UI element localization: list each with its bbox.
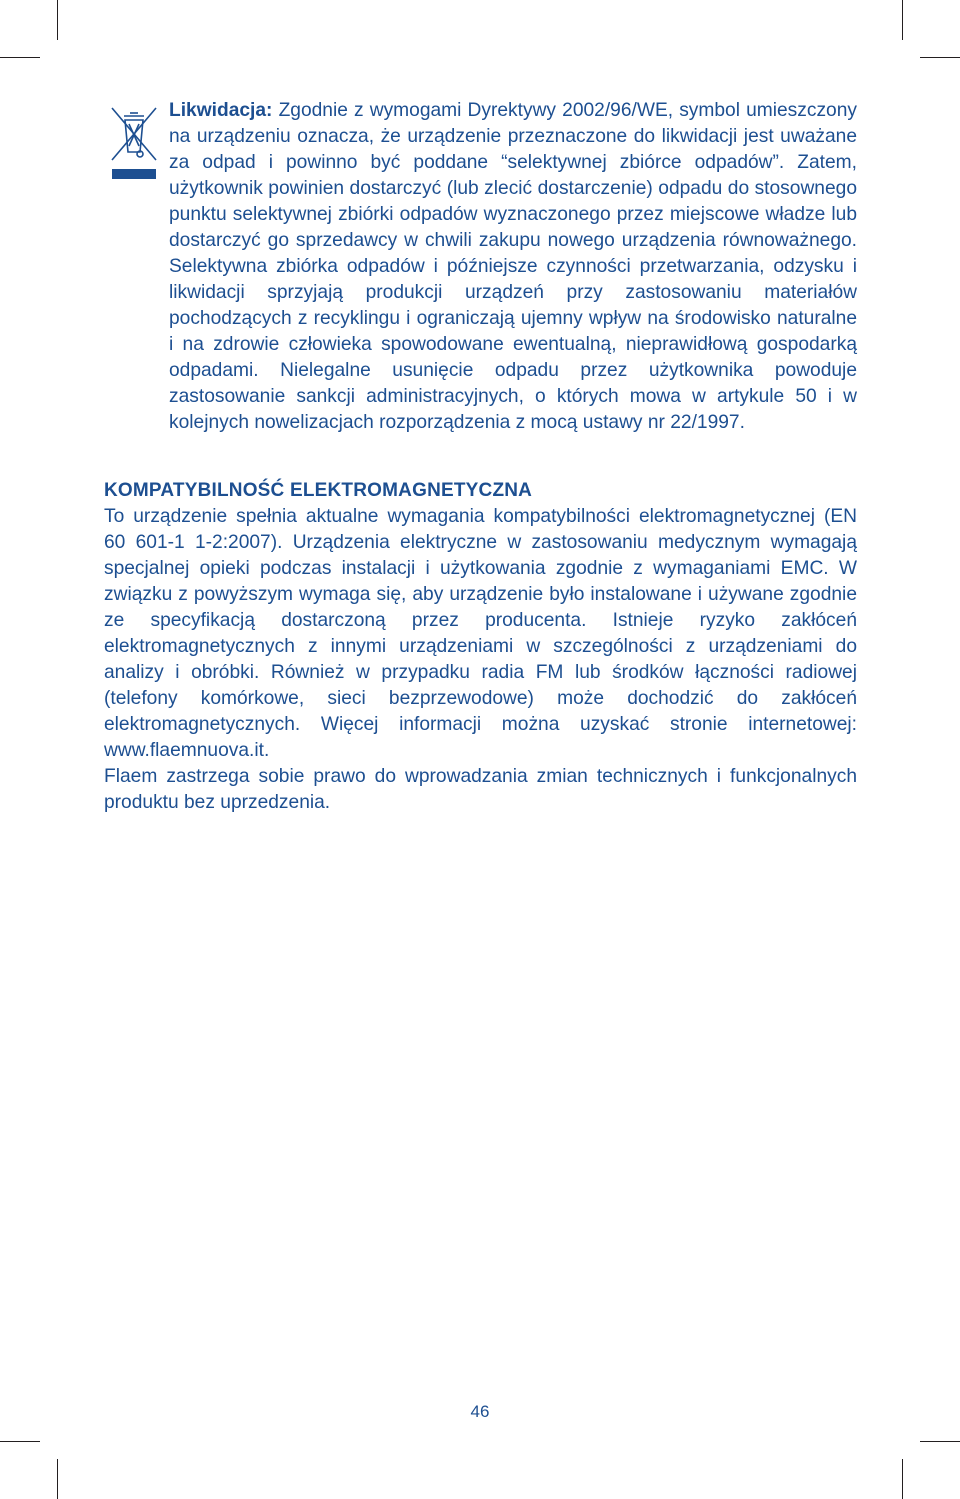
crop-mark — [0, 1441, 40, 1442]
disposal-paragraph — [169, 98, 857, 436]
crop-mark — [57, 1459, 58, 1499]
crossed-out-wheelie-bin-icon — [110, 106, 158, 182]
crop-mark — [902, 1459, 903, 1499]
crop-mark — [0, 57, 40, 58]
crop-mark — [920, 1441, 960, 1442]
disposal-lead: Likwidacja: — [169, 100, 273, 121]
emc-paragraph: To urządzenie spełnia aktualne wymagania kompatybilności elektromagnetycznej (EN 60 601-1 1-2:2007). Urządzenia elektryczne w zastosowaniu medycznym wymagają specjalnej opieki podczas instalacji i użytkowania zgodnie z wymaganiami EMC. W związku z powyższym wymaga się, aby urządzenie było instalowane i używane zgodnie ze specyfikacją dostarczoną przez producenta. Istnieje ryzyko zakłóceń elektromagnetycznych z innymi urządzeniami w szczególności z urządzeniami do analizy i obróbki. Również w przypadku radia FM lub środków łączności radiowej (telefony komórkowe, sieci bezprzewodowe) może dochodzić do zakłóceń elektromagnetycznych. Więcej informacji można uzyskać stronie internetowej: www.flaemnuova.it. — [104, 506, 857, 761]
crop-mark — [902, 0, 903, 40]
crop-mark — [57, 0, 58, 40]
crop-mark — [920, 57, 960, 58]
page-number: 46 — [470, 1402, 490, 1421]
flaem-notice-paragraph: Flaem zastrzega sobie prawo do wprowadzania zmian technicznych i funkcjonalnych produktu bez uprzedzenia. — [104, 766, 857, 813]
emc-heading: KOMPATYBILNOŚĆ ELEKTROMAGNETYCZNA — [104, 480, 533, 501]
disposal-text: Zgodnie z wymogami Dyrektywy 2002/96/WE, symbol umieszczony na urządzeniu oznacza, że urządzenie przeznaczone do likwidacji jest uważane za odpad i powinno być poddane “selektywnej zbiórce odpadów”. Zatem, użytkownik powinien dostarczyć (lub zlecić dostarczenie) odpadu do stosownego punktu selektywnej zbiórki odpadów wyznaczonego przez miejscowe władze lub dostarczyć go sprzedawcy w chwili zakupu nowego urządzenia równoważnego. Selektywna zbiórka odpadów i późniejsze czynności przetwarzania, odzysku i likwidacji sprzyjają produkcji urządzeń przy zastosowaniu materiałów pochodzących z recyklingu i ograniczają ujemny wpływ na środowisko naturalne i na zdrowie człowieka spowodowane ewentualną, nieprawidłową gospodarką odpadami. Nielegalne usunięcie odpadu przez użytkownika powoduje zastosowanie sankcji administracyjnych, o których mowa w artykule 50 i w kolejnych nowelizacjach rozporządzenia z mocą ustawy nr 22/1997. — [169, 100, 857, 433]
